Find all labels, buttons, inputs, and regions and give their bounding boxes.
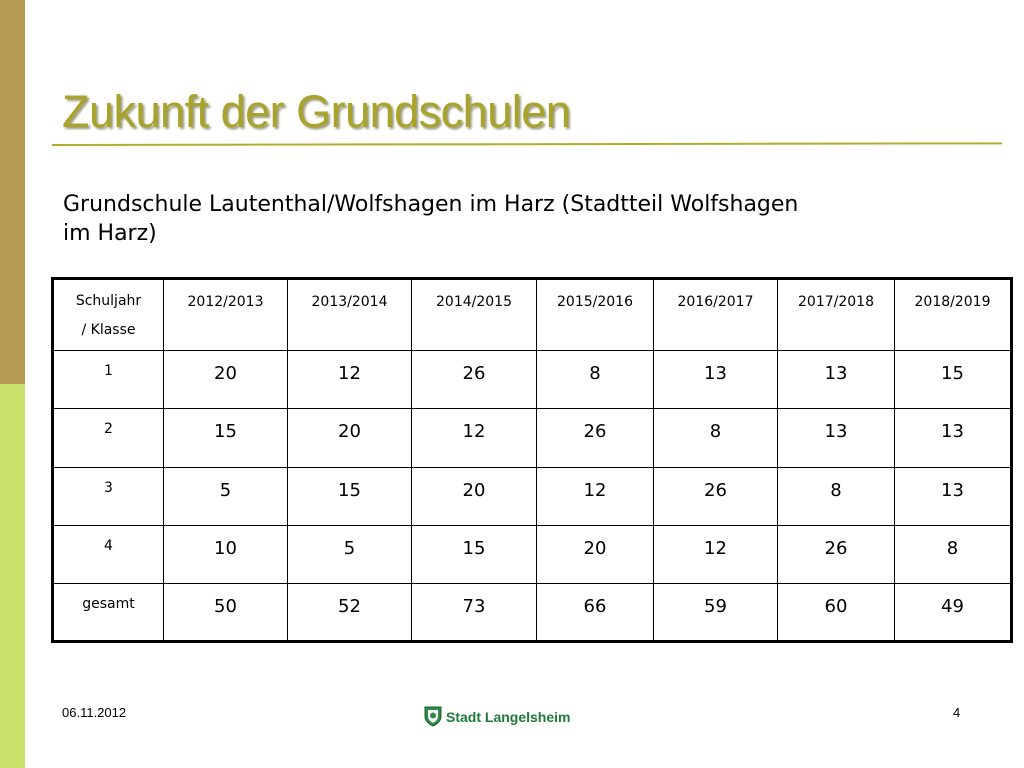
table-cell: 20	[164, 351, 288, 409]
table-row	[53, 525, 1012, 583]
table-cell: 13	[654, 351, 778, 409]
table-cell: 26	[778, 525, 895, 583]
table-cell: 15	[288, 467, 412, 525]
table-cell: 60	[778, 583, 895, 641]
column-header: 2015/2016	[537, 279, 654, 351]
page-number: 4	[953, 705, 961, 720]
table-cell: 5	[164, 467, 288, 525]
side-accent-bar-bottom	[0, 384, 25, 768]
table-cell: 13	[778, 351, 895, 409]
table-cell: 12	[654, 525, 778, 583]
table-cell: 12	[537, 467, 654, 525]
crest-icon	[424, 706, 442, 727]
table-cell: 8	[654, 409, 778, 467]
table-cell: 12	[288, 351, 412, 409]
table-cell: 15	[412, 525, 537, 583]
table-cell: 26	[412, 351, 537, 409]
footer-date: 06.11.2012	[62, 705, 127, 720]
row-label: gesamt	[53, 583, 164, 641]
table-cell: 73	[412, 583, 537, 641]
table-cell: 13	[895, 467, 1012, 525]
table-cell: 20	[537, 525, 654, 583]
slide-subtitle: Grundschule Lautenthal/Wolfshagen im Harz (Stadtteil Wolfshagen im Harz)	[63, 192, 799, 246]
table-cell: 13	[895, 409, 1012, 467]
row-label: 3	[53, 467, 164, 525]
logo-text: Stadt Langelsheim	[446, 708, 571, 725]
column-header: 2012/2013	[164, 279, 288, 351]
table-cell: 15	[164, 409, 288, 467]
row-label: 4	[53, 525, 164, 583]
table-cell: 59	[654, 583, 778, 641]
table-corner-cell	[53, 279, 164, 351]
table-row	[53, 409, 1012, 467]
table-cell: 15	[895, 351, 1012, 409]
column-header: 2018/2019	[895, 279, 1012, 351]
enrollment-table	[51, 277, 1013, 643]
column-header: 2014/2015	[412, 279, 537, 351]
title-divider	[52, 142, 1002, 146]
slide-title: Zukunft der Grundschulen	[62, 86, 571, 137]
table-cell: 52	[288, 583, 412, 641]
table-cell: 50	[164, 583, 288, 641]
side-accent-bar-top	[0, 0, 25, 384]
table-cell: 8	[778, 467, 895, 525]
table-cell: 12	[412, 409, 537, 467]
table-row	[53, 467, 1012, 525]
table-header-row	[53, 279, 1012, 351]
table-cell: 26	[537, 409, 654, 467]
footer-logo	[424, 706, 570, 727]
row-label: 1	[53, 351, 164, 409]
table-row	[53, 351, 1012, 409]
table-cell: 8	[895, 525, 1012, 583]
column-header: 2013/2014	[288, 279, 412, 351]
table-cell: 49	[895, 583, 1012, 641]
table-cell: 20	[412, 467, 537, 525]
row-label: 2	[53, 409, 164, 467]
table-cell: 20	[288, 409, 412, 467]
table-cell: 5	[288, 525, 412, 583]
table-cell: 13	[778, 409, 895, 467]
table-cell: 66	[537, 583, 654, 641]
table-cell: 8	[537, 351, 654, 409]
table-cell: 10	[164, 525, 288, 583]
table-cell: 26	[654, 467, 778, 525]
corner-label-line2: / Klasse	[81, 322, 136, 338]
table-row-total	[53, 583, 1012, 641]
column-header: 2016/2017	[654, 279, 778, 351]
column-header: 2017/2018	[778, 279, 895, 351]
corner-label-line1: Schuljahr	[75, 293, 142, 309]
